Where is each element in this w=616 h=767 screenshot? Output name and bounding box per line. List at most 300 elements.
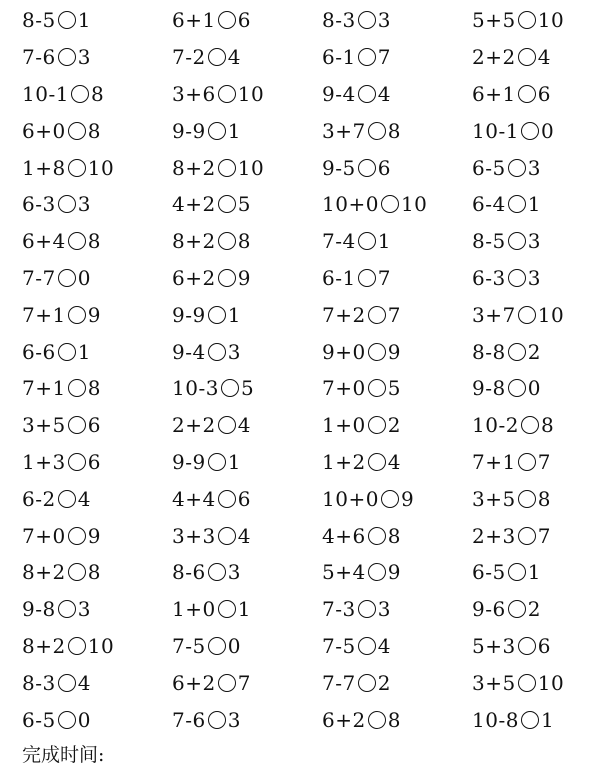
answer-circle-icon[interactable] (358, 674, 376, 692)
comparison-number: 0 (527, 376, 541, 401)
expression: 7+0 (322, 376, 366, 401)
expression: 8-5 (22, 8, 56, 33)
comparison-problem (172, 444, 241, 481)
comparison-problem (172, 223, 251, 260)
expression: 7-7 (22, 265, 56, 290)
answer-circle-icon[interactable] (368, 379, 386, 397)
expression: 10+0 (322, 486, 379, 511)
answer-circle-icon[interactable] (518, 306, 536, 324)
expression: 7+2 (322, 302, 366, 327)
expression: 5+4 (322, 560, 366, 585)
expression: 7+1 (472, 449, 516, 474)
comparison-problem (472, 554, 541, 591)
answer-circle-icon[interactable] (218, 195, 236, 213)
comparison-problem (22, 112, 101, 149)
answer-circle-icon[interactable] (381, 490, 399, 508)
comparison-problem (322, 517, 401, 554)
answer-circle-icon[interactable] (208, 122, 226, 140)
comparison-number: 1 (77, 339, 91, 364)
expression: 6-1 (322, 45, 356, 70)
expression: 8+2 (172, 155, 216, 180)
answer-circle-icon[interactable] (218, 600, 236, 618)
answer-circle-icon[interactable] (58, 195, 76, 213)
answer-circle-icon[interactable] (518, 674, 536, 692)
answer-circle-icon[interactable] (58, 269, 76, 287)
comparison-problem (22, 223, 101, 260)
problem-row (0, 2, 616, 39)
comparison-number: 6 (537, 633, 551, 658)
comparison-number: 3 (227, 707, 241, 732)
expression: 7+1 (22, 376, 66, 401)
answer-circle-icon[interactable] (71, 85, 89, 103)
problem-row (0, 223, 616, 260)
answer-circle-icon[interactable] (208, 48, 226, 66)
comparison-problem (172, 517, 251, 554)
comparison-problem (172, 628, 241, 665)
comparison-problem (322, 39, 391, 76)
comparison-number: 0 (77, 707, 91, 732)
expression: 9-8 (22, 597, 56, 622)
answer-circle-icon[interactable] (358, 48, 376, 66)
answer-circle-icon[interactable] (368, 711, 386, 729)
comparison-problem (22, 444, 101, 481)
comparison-problem (22, 554, 101, 591)
comparison-problem (22, 76, 104, 113)
answer-circle-icon[interactable] (358, 600, 376, 618)
comparison-problem (472, 444, 551, 481)
comparison-problem (172, 260, 251, 297)
problem-row (0, 517, 616, 554)
comparison-problem (472, 296, 564, 333)
expression: 1+0 (322, 413, 366, 438)
comparison-number: 8 (387, 707, 401, 732)
expression: 8+2 (22, 633, 66, 658)
comparison-number: 1 (77, 8, 91, 33)
comparison-problem (22, 333, 91, 370)
answer-circle-icon[interactable] (368, 563, 386, 581)
comparison-problem (22, 480, 91, 517)
comparison-problem (172, 112, 241, 149)
comparison-number: 2 (387, 413, 401, 438)
comparison-number: 8 (87, 560, 101, 585)
comparison-number: 4 (377, 81, 391, 106)
comparison-problem (172, 664, 251, 701)
answer-circle-icon[interactable] (218, 232, 236, 250)
comparison-number: 3 (377, 597, 391, 622)
answer-circle-icon[interactable] (368, 343, 386, 361)
answer-circle-icon[interactable] (508, 563, 526, 581)
expression: 9+0 (322, 339, 366, 364)
comparison-problem (172, 333, 241, 370)
comparison-number: 9 (87, 302, 101, 327)
answer-circle-icon[interactable] (508, 343, 526, 361)
answer-circle-icon[interactable] (208, 453, 226, 471)
answer-circle-icon[interactable] (518, 11, 536, 29)
expression: 7-6 (172, 707, 206, 732)
comparison-problem (472, 628, 551, 665)
comparison-problem (472, 76, 551, 113)
expression: 4+4 (172, 486, 216, 511)
comparison-problem (172, 296, 241, 333)
answer-circle-icon[interactable] (368, 453, 386, 471)
answer-circle-icon[interactable] (208, 306, 226, 324)
answer-circle-icon[interactable] (358, 85, 376, 103)
answer-circle-icon[interactable] (68, 416, 86, 434)
comparison-number: 10 (537, 302, 565, 327)
comparison-number: 3 (527, 229, 541, 254)
comparison-problem (472, 591, 541, 628)
expression: 6-5 (472, 560, 506, 585)
expression: 6+1 (472, 81, 516, 106)
comparison-problem (322, 333, 401, 370)
expression: 9-5 (322, 155, 356, 180)
comparison-number: 1 (227, 118, 241, 143)
answer-circle-icon[interactable] (218, 159, 236, 177)
answer-circle-icon[interactable] (68, 453, 86, 471)
expression: 6-6 (22, 339, 56, 364)
comparison-problem (472, 701, 554, 738)
expression: 4+6 (322, 523, 366, 548)
expression: 3+5 (472, 670, 516, 695)
comparison-problem (172, 149, 264, 186)
expression: 3+5 (472, 486, 516, 511)
comparison-problem (22, 407, 101, 444)
answer-circle-icon[interactable] (218, 11, 236, 29)
problem-row (0, 480, 616, 517)
answer-circle-icon[interactable] (518, 637, 536, 655)
expression: 1+0 (172, 597, 216, 622)
answer-circle-icon[interactable] (518, 48, 536, 66)
comparison-number: 8 (87, 229, 101, 254)
comparison-number: 7 (387, 302, 401, 327)
expression: 7-2 (172, 45, 206, 70)
answer-circle-icon[interactable] (508, 379, 526, 397)
answer-circle-icon[interactable] (58, 600, 76, 618)
answer-circle-icon[interactable] (68, 306, 86, 324)
comparison-problem (172, 370, 254, 407)
comparison-problem (472, 407, 554, 444)
comparison-problem (22, 39, 91, 76)
problem-row (0, 628, 616, 665)
comparison-number: 9 (387, 339, 401, 364)
answer-circle-icon[interactable] (521, 711, 539, 729)
problem-row (0, 333, 616, 370)
answer-circle-icon[interactable] (221, 379, 239, 397)
comparison-problem (22, 260, 91, 297)
answer-circle-icon[interactable] (521, 416, 539, 434)
comparison-number: 1 (527, 192, 541, 217)
expression: 8-5 (472, 229, 506, 254)
comparison-number: 0 (227, 633, 241, 658)
comparison-problem (22, 2, 91, 39)
problem-row (0, 260, 616, 297)
answer-circle-icon[interactable] (518, 527, 536, 545)
comparison-problem (322, 554, 401, 591)
comparison-number: 4 (227, 45, 241, 70)
comparison-number: 5 (387, 376, 401, 401)
comparison-problem (472, 112, 554, 149)
comparison-problem (172, 407, 251, 444)
comparison-number: 9 (237, 265, 251, 290)
comparison-number: 9 (400, 486, 415, 511)
expression: 3+6 (172, 81, 216, 106)
answer-circle-icon[interactable] (58, 11, 76, 29)
comparison-number: 5 (237, 192, 251, 217)
comparison-problem (172, 554, 241, 591)
comparison-number: 8 (387, 118, 401, 143)
comparison-problem (22, 701, 91, 738)
answer-circle-icon[interactable] (381, 195, 399, 213)
problem-row (0, 701, 616, 738)
expression: 8-8 (472, 339, 506, 364)
answer-circle-icon[interactable] (508, 232, 526, 250)
expression: 1+2 (322, 449, 366, 474)
comparison-number: 10 (87, 633, 115, 658)
comparison-number: 1 (377, 229, 391, 254)
comparison-problem (472, 333, 541, 370)
comparison-problem (172, 186, 251, 223)
answer-circle-icon[interactable] (358, 232, 376, 250)
expression: 8-3 (322, 8, 356, 33)
answer-circle-icon[interactable] (58, 674, 76, 692)
comparison-number: 10 (400, 192, 428, 217)
comparison-number: 4 (237, 523, 251, 548)
comparison-problem (172, 591, 251, 628)
comparison-number: 3 (377, 8, 391, 33)
comparison-problem (22, 370, 101, 407)
comparison-number: 10 (537, 8, 565, 33)
comparison-number: 4 (237, 413, 251, 438)
comparison-problem (172, 480, 251, 517)
expression: 7+0 (22, 523, 66, 548)
comparison-problem (172, 76, 264, 113)
answer-circle-icon[interactable] (518, 85, 536, 103)
answer-circle-icon[interactable] (68, 527, 86, 545)
answer-circle-icon[interactable] (208, 711, 226, 729)
comparison-number: 8 (537, 486, 551, 511)
comparison-problem (322, 76, 391, 113)
comparison-number: 1 (540, 707, 555, 732)
answer-circle-icon[interactable] (518, 453, 536, 471)
answer-circle-icon[interactable] (518, 490, 536, 508)
comparison-problem (472, 186, 541, 223)
expression: 6-1 (322, 265, 356, 290)
answer-circle-icon[interactable] (218, 416, 236, 434)
comparison-number: 4 (77, 670, 91, 695)
comparison-number: 8 (387, 523, 401, 548)
answer-circle-icon[interactable] (68, 232, 86, 250)
answer-circle-icon[interactable] (68, 159, 86, 177)
expression: 7-5 (172, 633, 206, 658)
comparison-number: 8 (90, 81, 105, 106)
comparison-number: 2 (527, 597, 541, 622)
problem-row (0, 76, 616, 113)
comparison-number: 3 (527, 265, 541, 290)
comparison-problem (322, 444, 401, 481)
problem-row (0, 112, 616, 149)
comparison-number: 7 (377, 265, 391, 290)
expression: 9-9 (172, 302, 206, 327)
expression: 10+0 (322, 192, 379, 217)
answer-circle-icon[interactable] (368, 416, 386, 434)
expression: 5+5 (472, 8, 516, 33)
comparison-number: 0 (77, 265, 91, 290)
comparison-number: 4 (387, 449, 401, 474)
expression: 8+2 (172, 229, 216, 254)
comparison-number: 1 (527, 560, 541, 585)
comparison-problem (322, 260, 391, 297)
comparison-problem (322, 664, 391, 701)
comparison-number: 7 (537, 523, 551, 548)
comparison-problem (322, 628, 391, 665)
comparison-number: 8 (87, 118, 101, 143)
expression: 9-9 (172, 449, 206, 474)
comparison-number: 7 (377, 45, 391, 70)
comparison-problem (22, 517, 101, 554)
expression: 10-3 (172, 376, 219, 401)
expression: 3+3 (172, 523, 216, 548)
answer-circle-icon[interactable] (208, 563, 226, 581)
problem-row (0, 591, 616, 628)
problem-row (0, 407, 616, 444)
expression: 8-6 (172, 560, 206, 585)
answer-circle-icon[interactable] (218, 527, 236, 545)
expression: 4+2 (172, 192, 216, 217)
answer-circle-icon[interactable] (358, 159, 376, 177)
expression: 9-4 (322, 81, 356, 106)
expression: 3+5 (22, 413, 66, 438)
answer-circle-icon[interactable] (508, 195, 526, 213)
comparison-number: 6 (237, 486, 251, 511)
problem-row (0, 444, 616, 481)
comparison-problem (22, 664, 91, 701)
answer-circle-icon[interactable] (368, 306, 386, 324)
problem-row (0, 186, 616, 223)
comparison-number: 1 (227, 302, 241, 327)
expression: 2+2 (172, 413, 216, 438)
comparison-problem (472, 39, 551, 76)
answer-circle-icon[interactable] (68, 637, 86, 655)
expression: 2+2 (472, 45, 516, 70)
expression: 7-6 (22, 45, 56, 70)
answer-circle-icon[interactable] (58, 711, 76, 729)
comparison-problem (472, 480, 551, 517)
comparison-number: 3 (77, 45, 91, 70)
answer-circle-icon[interactable] (58, 490, 76, 508)
comparison-problem (322, 186, 427, 223)
comparison-number: 3 (527, 155, 541, 180)
comparison-problem (322, 149, 391, 186)
comparison-number: 10 (237, 155, 265, 180)
expression: 10-2 (472, 413, 519, 438)
comparison-number: 2 (377, 670, 391, 695)
answer-circle-icon[interactable] (508, 159, 526, 177)
answer-circle-icon[interactable] (218, 85, 236, 103)
expression: 10-1 (472, 118, 519, 143)
answer-circle-icon[interactable] (358, 637, 376, 655)
answer-circle-icon[interactable] (208, 637, 226, 655)
expression: 6-3 (472, 265, 506, 290)
expression: 10-1 (22, 81, 69, 106)
expression: 6+2 (172, 670, 216, 695)
comparison-problem (172, 2, 251, 39)
expression: 10-8 (472, 707, 519, 732)
comparison-number: 3 (77, 597, 91, 622)
comparison-number: 4 (537, 45, 551, 70)
expression: 6+4 (22, 229, 66, 254)
answer-circle-icon[interactable] (218, 490, 236, 508)
expression: 8-3 (22, 670, 56, 695)
expression: 6+0 (22, 118, 66, 143)
completion-time-label: 完成时间: (22, 744, 105, 766)
comparison-number: 4 (77, 486, 91, 511)
comparison-problem (472, 664, 564, 701)
comparison-number: 1 (237, 597, 251, 622)
expression: 6-3 (22, 192, 56, 217)
comparison-problem (322, 296, 401, 333)
answer-circle-icon[interactable] (208, 343, 226, 361)
answer-circle-icon[interactable] (68, 379, 86, 397)
answer-circle-icon[interactable] (521, 122, 539, 140)
comparison-problem (172, 39, 241, 76)
answer-circle-icon[interactable] (58, 343, 76, 361)
comparison-problem (22, 628, 114, 665)
comparison-problem (22, 296, 101, 333)
answer-circle-icon[interactable] (358, 269, 376, 287)
comparison-number: 6 (87, 413, 101, 438)
comparison-problem (472, 260, 541, 297)
comparison-problem (472, 2, 564, 39)
answer-circle-icon[interactable] (358, 11, 376, 29)
expression: 2+3 (472, 523, 516, 548)
problem-row (0, 554, 616, 591)
comparison-number: 3 (227, 560, 241, 585)
comparison-number: 7 (237, 670, 251, 695)
answer-circle-icon[interactable] (368, 527, 386, 545)
comparison-problem (322, 591, 391, 628)
comparison-number: 8 (237, 229, 251, 254)
comparison-problem (172, 701, 241, 738)
comparison-problem (322, 370, 401, 407)
comparison-number: 1 (227, 449, 241, 474)
answer-circle-icon[interactable] (58, 48, 76, 66)
comparison-problem (322, 701, 401, 738)
answer-circle-icon[interactable] (218, 269, 236, 287)
comparison-number: 6 (377, 155, 391, 180)
answer-circle-icon[interactable] (508, 269, 526, 287)
comparison-number: 8 (540, 413, 555, 438)
comparison-number: 4 (377, 633, 391, 658)
expression: 6+2 (172, 265, 216, 290)
comparison-number: 10 (537, 670, 565, 695)
problem-row (0, 370, 616, 407)
answer-circle-icon[interactable] (368, 122, 386, 140)
answer-circle-icon[interactable] (68, 122, 86, 140)
expression: 6-4 (472, 192, 506, 217)
comparison-problem (322, 407, 401, 444)
answer-circle-icon[interactable] (218, 674, 236, 692)
comparison-problem (472, 149, 541, 186)
answer-circle-icon[interactable] (68, 563, 86, 581)
comparison-number: 6 (87, 449, 101, 474)
comparison-problem (322, 480, 414, 517)
comparison-number: 9 (87, 523, 101, 548)
comparison-number: 2 (527, 339, 541, 364)
expression: 9-6 (472, 597, 506, 622)
expression: 1+3 (22, 449, 66, 474)
comparison-number: 10 (87, 155, 115, 180)
answer-circle-icon[interactable] (508, 600, 526, 618)
